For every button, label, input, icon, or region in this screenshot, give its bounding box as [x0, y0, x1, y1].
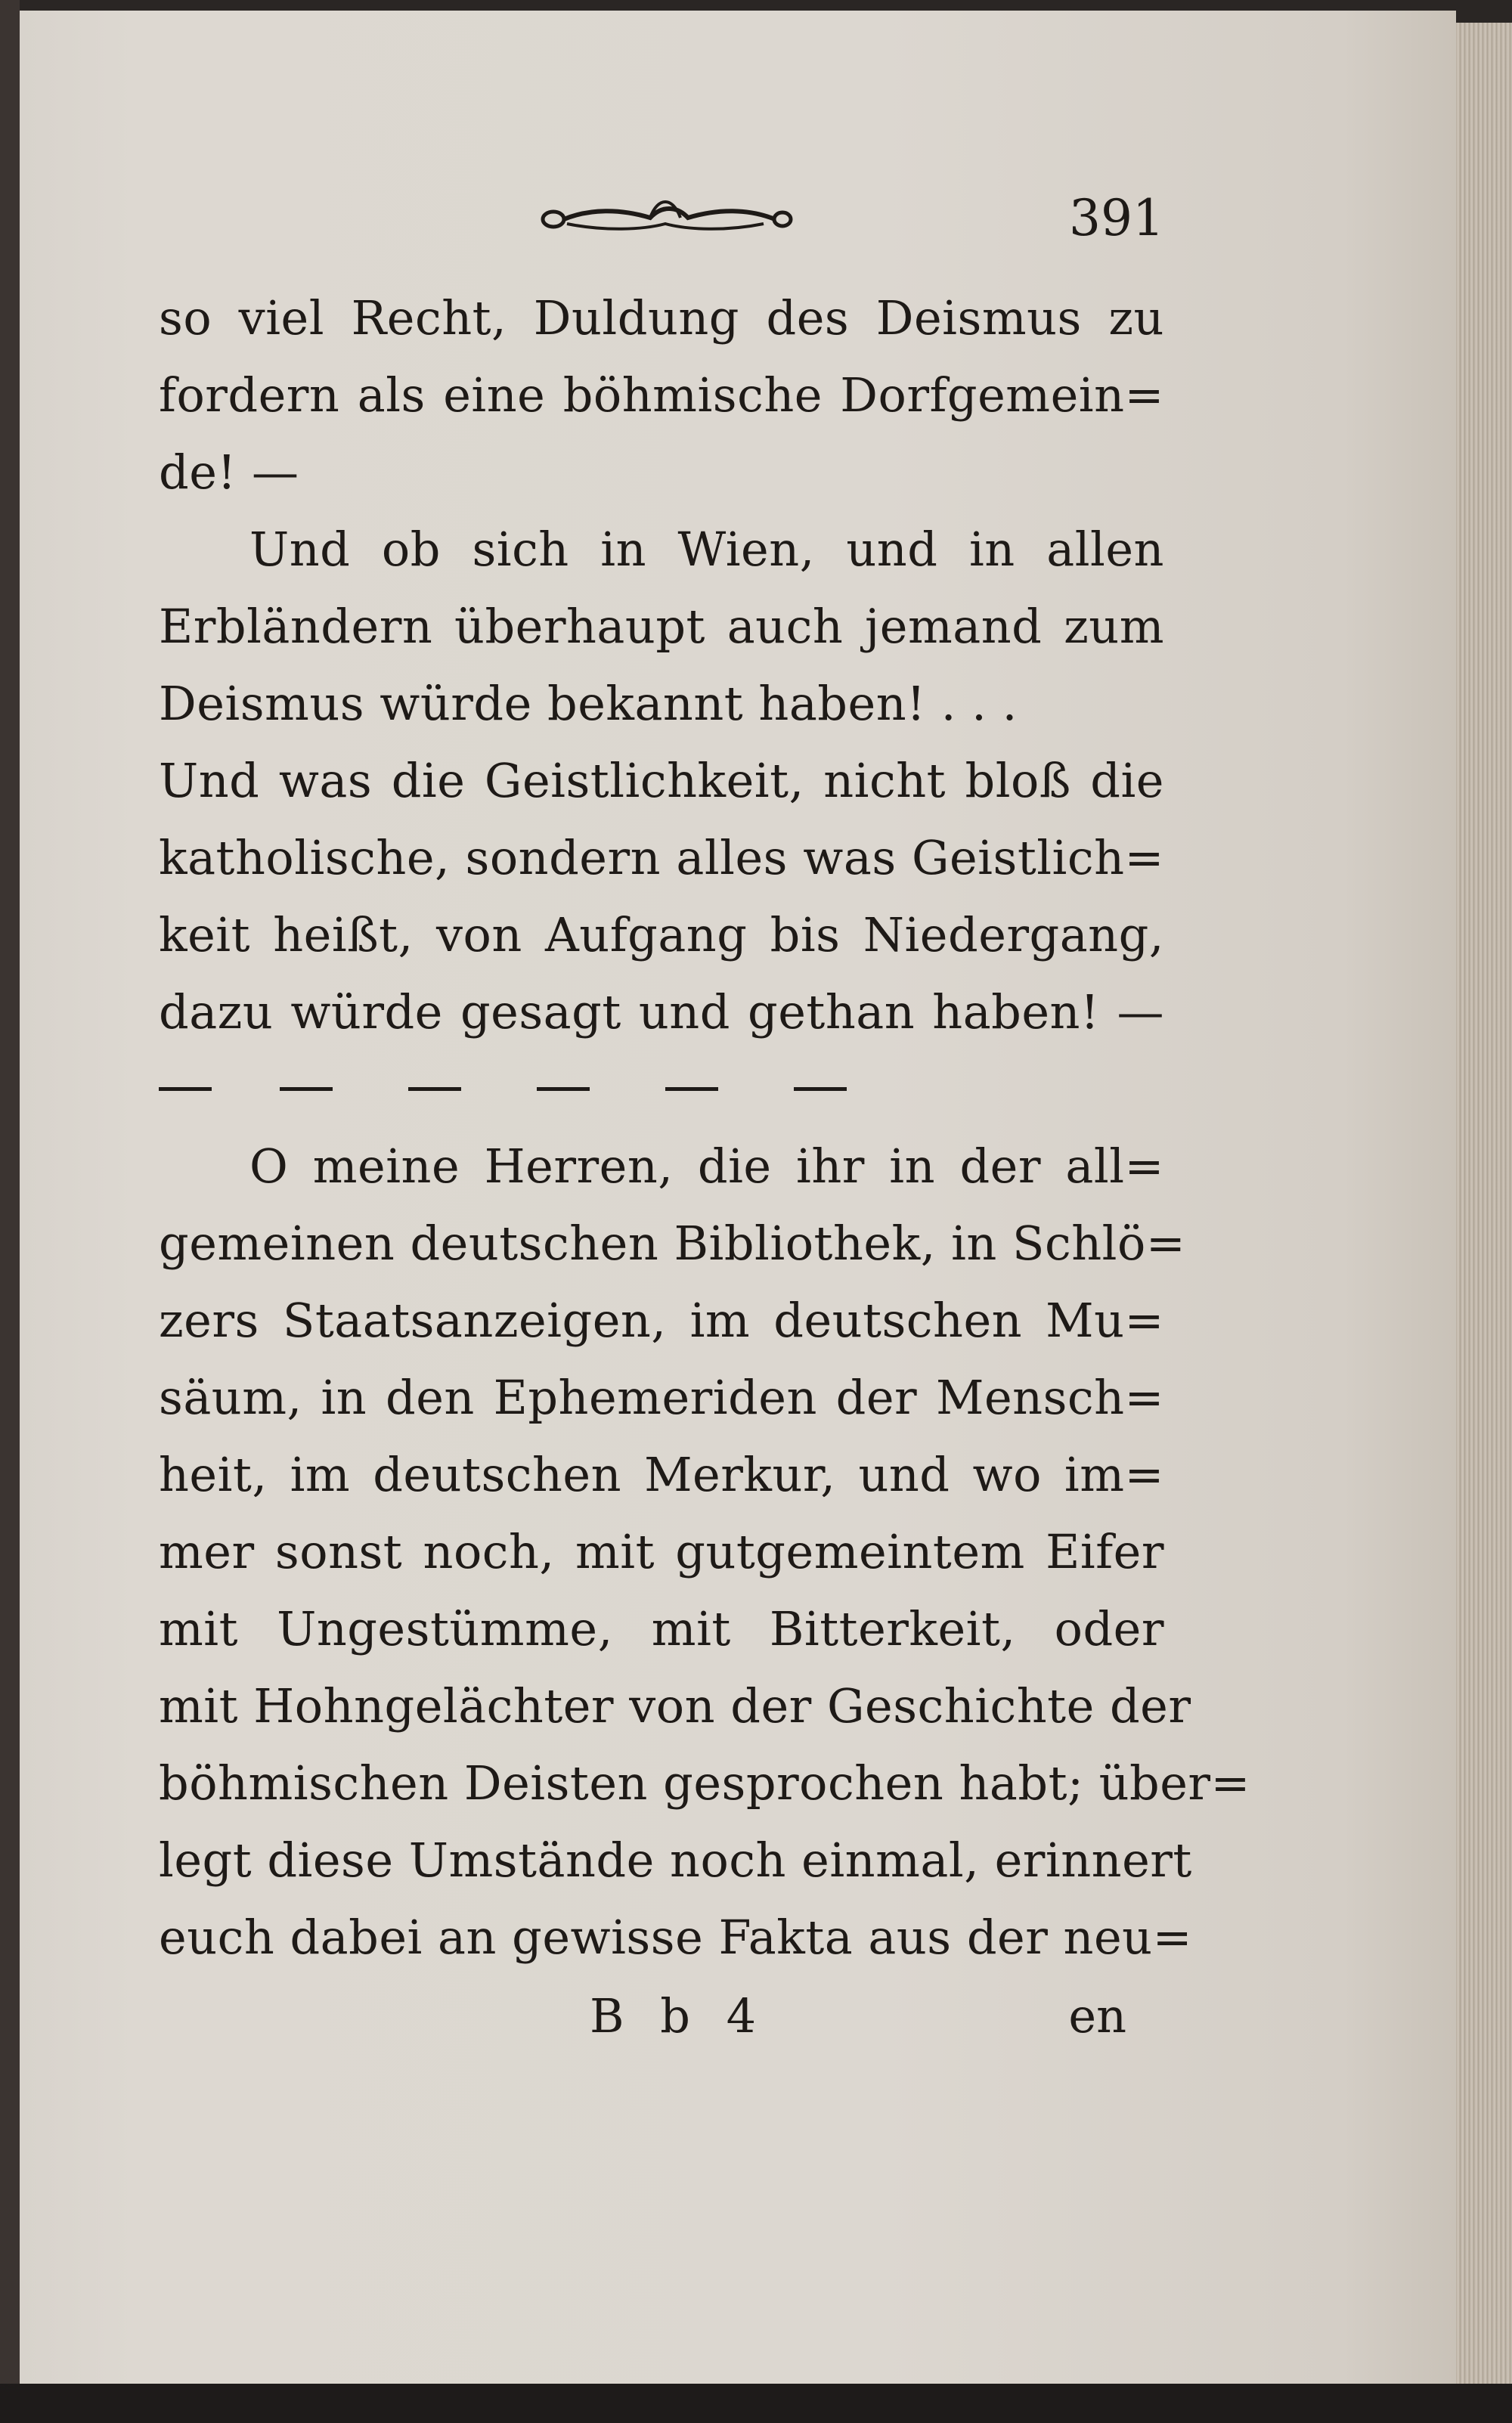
text-line: katholische, sondern alles was Geistlich= — [159, 830, 1164, 885]
scan-bottom-band — [0, 2384, 1512, 2423]
text-line: O meine Herren, die ihr in der all= — [249, 1139, 1164, 1194]
text-line: mer sonst noch, mit gutgemeintem Eifer — [159, 1524, 1164, 1579]
divider-dash — [280, 1087, 333, 1091]
text-line: so viel Recht, Duldung des Deismus zu — [159, 290, 1164, 345]
text-line: Und ob sich in Wien, und in allen — [249, 522, 1164, 577]
divider-dash — [159, 1087, 212, 1091]
page-header — [159, 174, 1164, 257]
text-line: legt diese Umstände noch einmal, erinnert — [159, 1833, 1192, 1888]
text-line: Deismus würde bekannt haben! . . . — [159, 676, 1018, 731]
text-line: dazu würde gesagt und gethan haben! — — [159, 984, 1164, 1040]
text-line: zers Staatsanzeigen, im deutschen Mu= — [159, 1293, 1164, 1348]
divider-dash — [537, 1087, 590, 1091]
divider-dash — [794, 1087, 847, 1091]
catchword: en — [1068, 1988, 1126, 2043]
text-line: böhmischen Deisten gesprochen habt; über= — [159, 1755, 1250, 1811]
page-number: 391 — [1069, 189, 1164, 247]
text-line: euch dabei an gewisse Fakta aus der neu= — [159, 1910, 1193, 1965]
section-divider — [159, 1051, 1164, 1128]
text-line: Und was die Geistlichkeit, nicht bloß die — [159, 753, 1164, 808]
text-line: Erbländern überhaupt auch jemand zum — [159, 599, 1164, 654]
text-line: fordern als eine böhmische Dorfgemein= — [159, 367, 1164, 423]
divider-dash — [408, 1087, 461, 1091]
text-line: mit Ungestümme, mit Bitterkeit, oder — [159, 1601, 1164, 1656]
printer-ornament-icon — [537, 189, 794, 249]
text-line: keit heißt, von Aufgang bis Niedergang, — [159, 907, 1164, 962]
book-cover-edge — [0, 0, 20, 2423]
text-line: mit Hohngelächter von der Geschichte der — [159, 1678, 1191, 1734]
text-line: de! — — [159, 445, 299, 500]
text-line: säum, in den Ephemeriden der Mensch= — [159, 1370, 1164, 1425]
text-body — [159, 280, 1250, 1976]
signature-mark: B b 4 — [590, 1988, 767, 2043]
text-line: gemeinen deutschen Bibliothek, in Schlö= — [159, 1216, 1186, 1271]
divider-dash — [665, 1087, 718, 1091]
page-stack-edge — [1456, 23, 1512, 2404]
text-line: heit, im deutschen Merkur, und wo im= — [159, 1447, 1164, 1502]
page-footer — [159, 1988, 1164, 2064]
